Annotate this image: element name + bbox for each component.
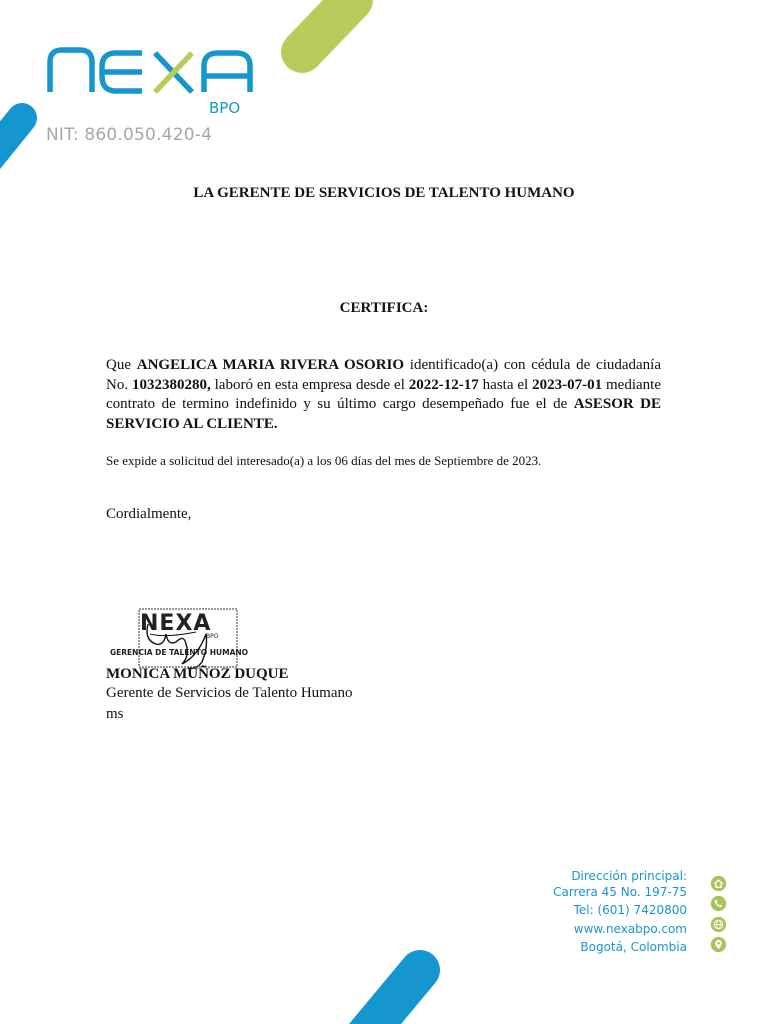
- signer-title: Gerente de Servicios de Talento Humano: [106, 685, 353, 701]
- address-label: Dirección principal:: [571, 869, 687, 883]
- issue-statement: Se expide a solicitud del interesado(a) a los 06 días del mes de Septiembre de 2023.: [106, 453, 542, 468]
- certificate-body: Que ANGELICA MARIA RIVERA OSORIO identificado(a) con cédula de ciudadanía No. 1032380280, laboró en esta empresa desde el 2022-12-17 hasta el 2023-07-01 mediante contrato de termino indefinido y su último cargo desempeñado fue el de ASESOR DE SERVICIO AL CLIENTE.: [106, 357, 662, 432]
- city: Bogotá, Colombia: [580, 940, 687, 954]
- website: www.nexabpo.com: [573, 921, 687, 936]
- contact-footer: [507, 867, 687, 957]
- employee-name: ANGELICA MARIA RIVERA OSORIO: [136, 357, 405, 373]
- location-pin-icon: [710, 936, 727, 953]
- address: Carrera 45 No. 197-75: [553, 884, 687, 899]
- nit-number: NIT: 860.050.420-4: [46, 125, 213, 145]
- signer-name: MONICA MUÑOZ DUQUE: [106, 666, 289, 682]
- phone: Tel: (601) 7420800: [573, 903, 687, 917]
- certifica-heading: CERTIFICA:: [339, 300, 429, 316]
- company-stamp: [106, 604, 266, 674]
- initials: ms: [106, 706, 124, 722]
- start-date: 2022-12-17: [408, 376, 479, 393]
- position-title: ASESOR DE SERVICIO AL CLIENTE.: [106, 396, 662, 432]
- phone-icon: [710, 895, 727, 912]
- end-date: 2023-07-01: [532, 376, 603, 393]
- footer-icons: [710, 875, 728, 956]
- home-icon: [710, 875, 727, 892]
- id-number: 1032380280,: [131, 376, 211, 393]
- svg-text:BPO: BPO: [206, 633, 219, 640]
- nexa-logo: [46, 40, 261, 116]
- closing: Cordialmente,: [106, 506, 192, 522]
- document-title: LA GERENTE DE SERVICIOS DE TALENTO HUMANO: [193, 185, 575, 201]
- svg-text:GERENCIA DE TALENTO HUMANO: GERENCIA DE TALENTO HUMANO: [110, 648, 249, 657]
- logo-bpo-text: BPO: [209, 99, 241, 116]
- svg-text:NEXA: NEXA: [140, 611, 212, 636]
- globe-icon: [710, 916, 727, 933]
